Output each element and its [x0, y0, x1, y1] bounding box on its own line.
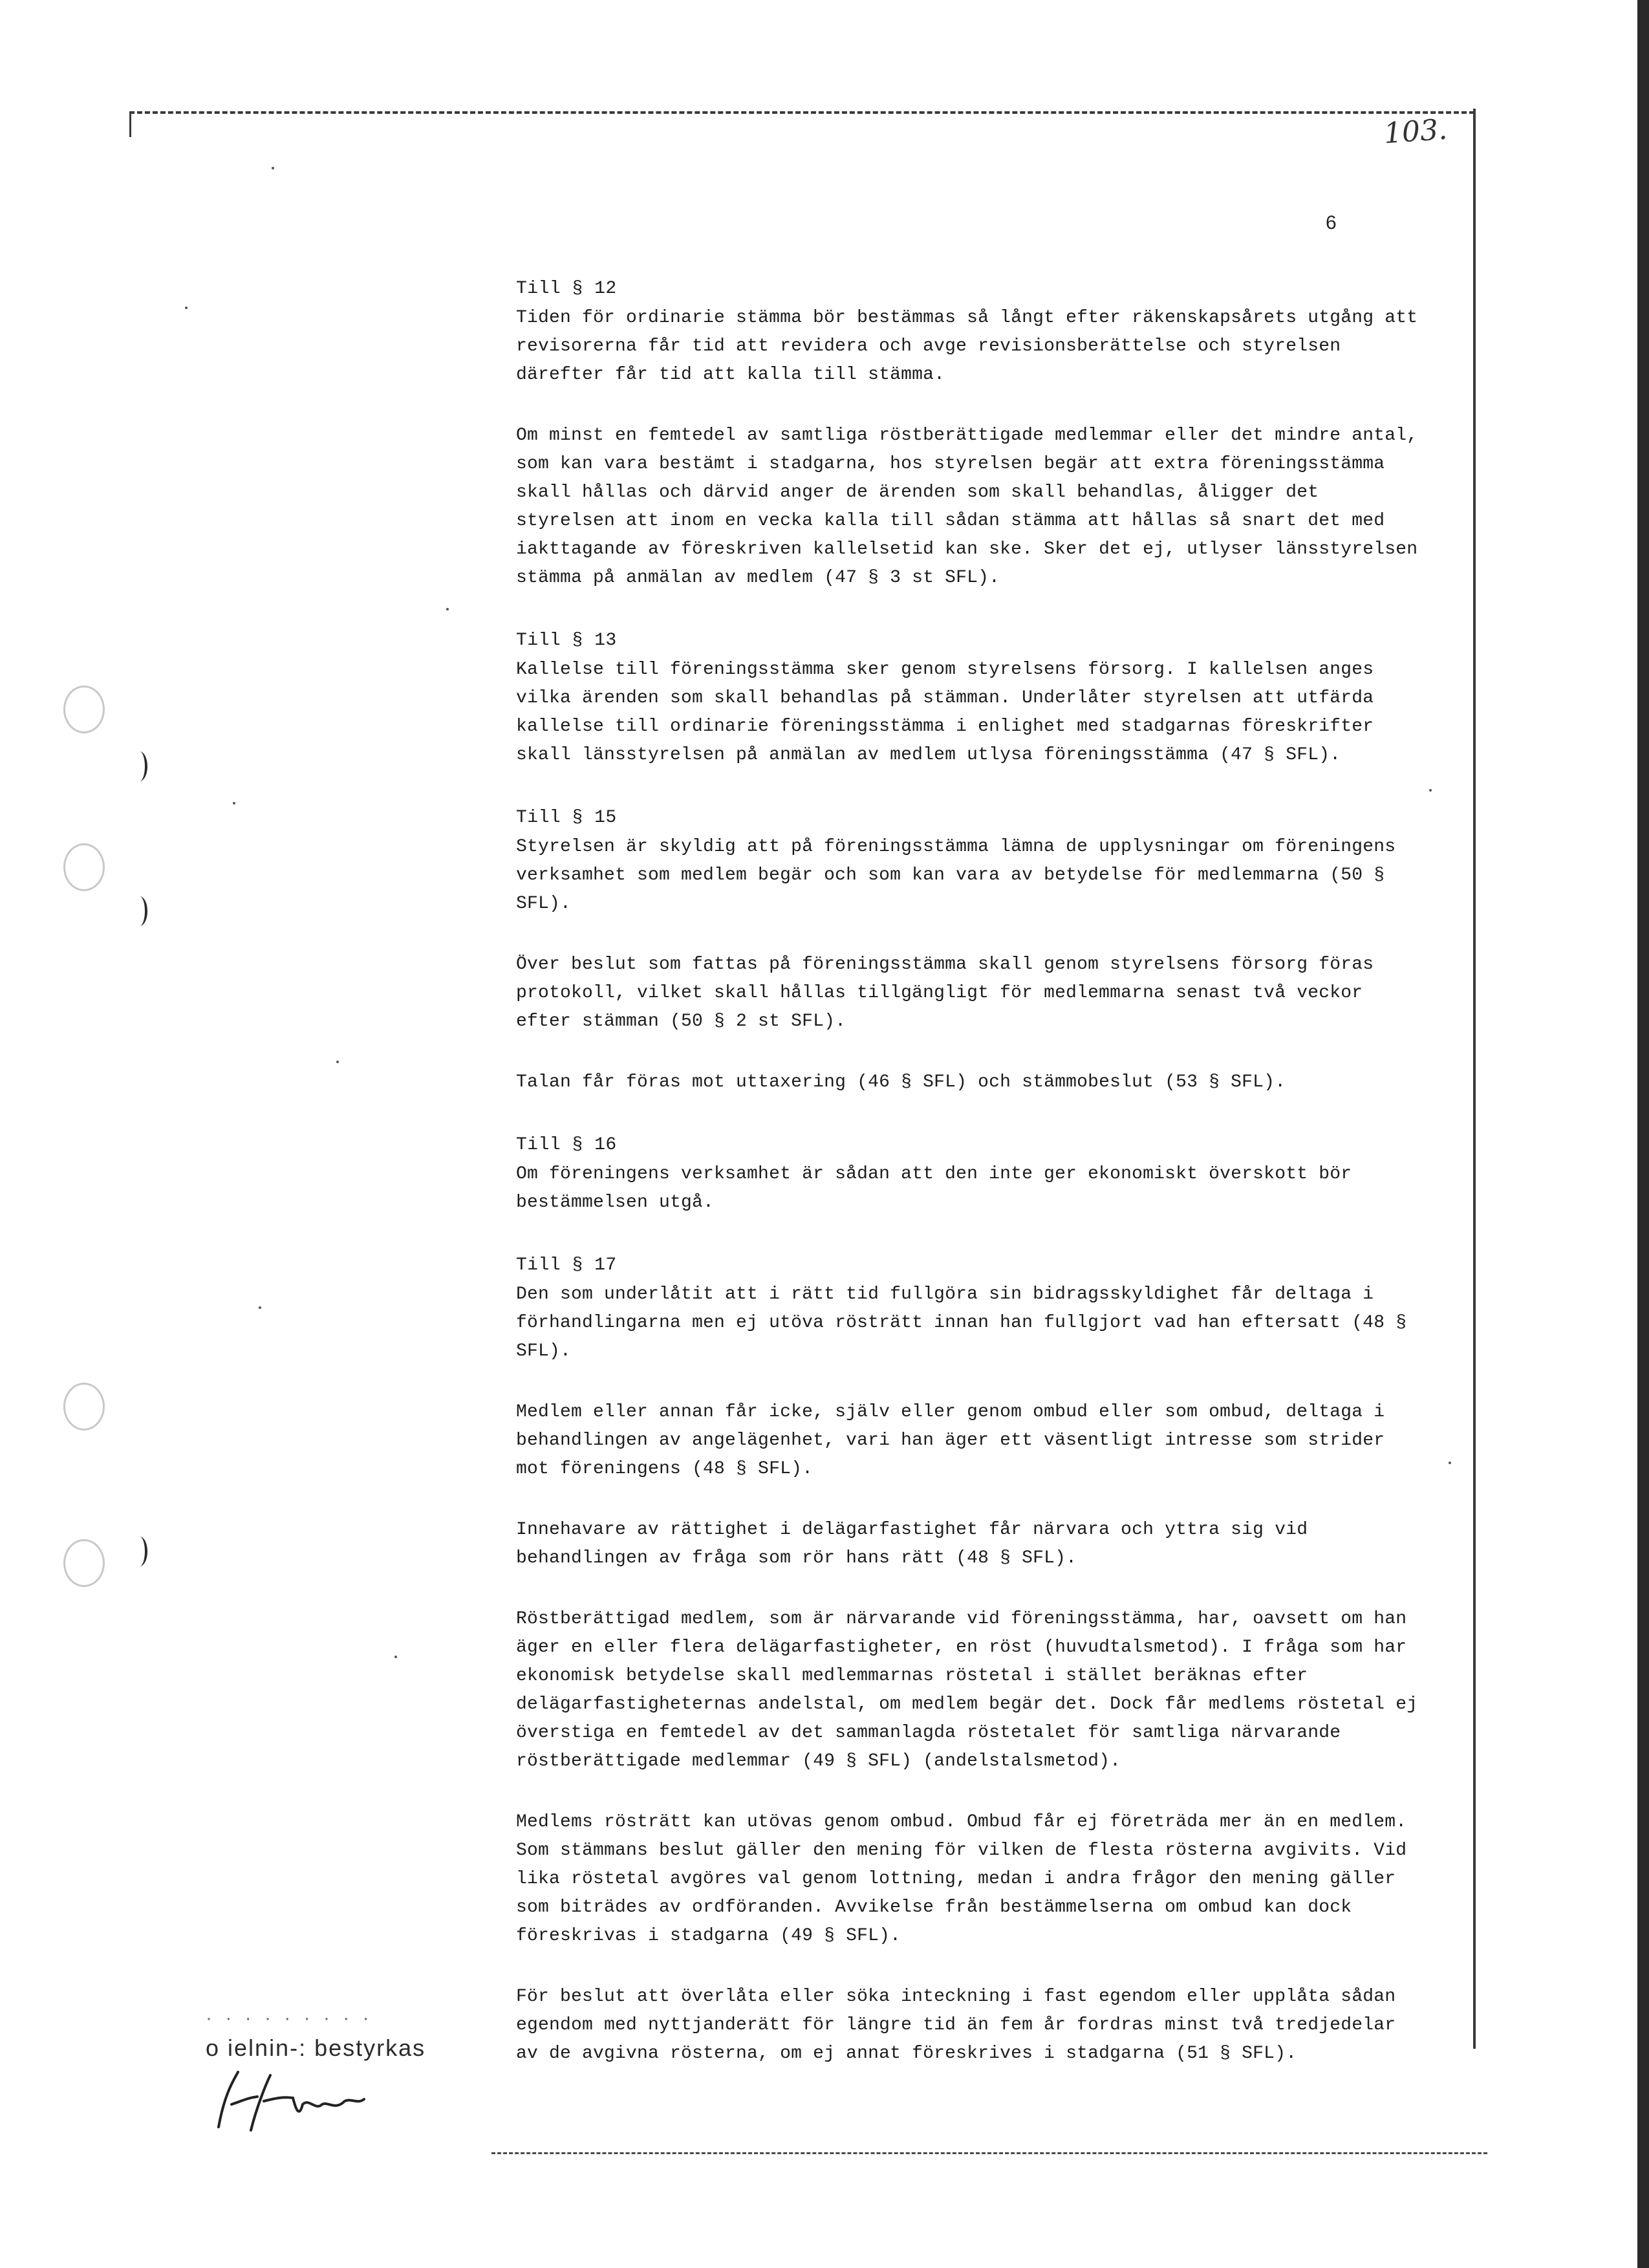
scan-speck	[336, 1061, 339, 1063]
scan-speck	[233, 802, 235, 805]
section-till-16	[516, 1130, 1421, 1217]
paragraph: För beslut att överlåta eller söka inteckning i fast egendom eller upplåta sådan egendom med nyttjanderätt för längre tid än fem år fordras minst två tredjedelar av de avgivna rösterna, om ej annat föreskrives i stadgarna (51 § SFL).	[516, 1987, 1396, 2064]
paragraph: Talan får föras mot uttaxering (46 § SFL) och stämmobeslut (53 § SFL).	[516, 1072, 1286, 1092]
binder-mark	[132, 896, 147, 926]
handwritten-signature	[206, 2066, 374, 2137]
paragraph: Den som underlåtit att i rätt tid fullgöra sin bidragsskyldighet får deltaga i förhandlingarna men ej utöva rösträtt innan han fullgjort vad han eftersatt (48 § SFL).	[516, 1284, 1407, 1361]
punch-hole	[63, 1383, 105, 1431]
section-till-13	[516, 626, 1421, 770]
certification-stamp	[206, 2007, 490, 2140]
scan-speck	[1449, 1462, 1451, 1464]
paragraph: Innehavare av rättighet i delägarfastighet får närvara och yttra sig vid behandlingen av fråga som rör hans rätt (48 § SFL).	[516, 1520, 1308, 1568]
page-frame-right-line	[1473, 109, 1476, 2049]
page-frame-corner	[129, 111, 131, 137]
stamp-text: o ielnin-: bestyrkas	[206, 2035, 426, 2061]
page-frame-bottom-line	[491, 2152, 1487, 2154]
handwritten-page-number: 103.	[1383, 113, 1449, 151]
section-till-12	[516, 274, 1421, 592]
section-heading: Till § 13	[516, 631, 617, 651]
section-heading: Till § 12	[516, 279, 617, 299]
paragraph: Om minst en femtedel av samtliga röstberättigade medlemmar eller det mindre antal, som kan vara bestämt i stadgarna, hos styrelsen begär att extra föreningsstämma skall hållas och därvid anger de ärenden som skall behandlas, åligger det styrelsen att inom en vecka kalla till sådan stämma att hållas så snart det med iakttagande av föreskriven kallelsetid kan ske. Sker det ej, utlyser länsstyrelsen stämma på anmälan av medlem (47 § 3 st SFL).	[516, 426, 1418, 588]
section-till-15	[516, 803, 1421, 1097]
punch-hole	[63, 843, 105, 891]
paragraph: Kallelse till föreningsstämma sker genom styrelsens försorg. I kallelsen anges vilka ärenden som skall behandlas på stämman. Underlåter styrelsen att utfärda kallelse till ordinarie föreningsstämma i enlighet med stadgarnas föreskrifter skall länsstyrelsen på anmälan av medlem utlysa föreningsstämma (47 § SFL).	[516, 660, 1374, 765]
punch-hole	[63, 686, 105, 733]
scan-speck	[1429, 789, 1432, 792]
binder-mark	[132, 751, 147, 781]
section-heading: Till § 17	[516, 1255, 617, 1275]
document-body	[516, 274, 1421, 2102]
scan-speck	[272, 167, 274, 169]
scan-speck	[394, 1656, 397, 1658]
scan-speck	[185, 307, 188, 309]
scan-speck	[446, 608, 449, 610]
paragraph: Röstberättigad medlem, som är närvarande vid föreningsstämma, har, oavsett om han äger en eller flera delägarfastigheter, en röst (huvudtalsmetod). I fråga som har ekonomisk betydelse skall medlemmarnas röstetal i stället beräknas efter delägarfastigheternas andelstal, om medlem begär det. Dock får medlems röstetal ej överstiga en femtedel av det sammanlagda röstetalet för samtliga närvarande röstberättigade medlemmar (49 § SFL) (andelstalsmetod).	[516, 1609, 1418, 1771]
paragraph: Tiden för ordinarie stämma bör bestämmas så långt efter räkenskapsårets utgång att revisorerna får tid att revidera och avge revisionsberättelse och styrelsen därefter får tid att kalla till stämma.	[516, 308, 1418, 385]
paragraph: Över beslut som fattas på föreningsstämma skall genom styrelsens försorg föras protokoll, vilket skall hållas tillgängligt för medlemmarna senast två veckor efter stämman (50 § 2 st SFL).	[516, 955, 1374, 1031]
punch-hole	[63, 1539, 105, 1587]
paragraph: Medlem eller annan får icke, själv eller genom ombud eller som ombud, deltaga i behandlingen av angelägenhet, vari han äger ett väsentligt intresse som strider mot föreningens (48 § SFL).	[516, 1402, 1385, 1479]
section-heading: Till § 15	[516, 808, 617, 828]
binder-mark	[132, 1537, 147, 1566]
page-number: 6	[1326, 212, 1337, 233]
page-frame-top-line	[129, 111, 1474, 114]
stamp-text-faded: · · · · · · · · ·	[206, 2007, 373, 2029]
section-heading: Till § 16	[516, 1135, 617, 1155]
paragraph: Medlems rösträtt kan utövas genom ombud. Ombud får ej företräda mer än en medlem. Som stämmans beslut gäller den mening för vilken de flesta rösterna avgivits. Vid lika röstetal avgöres val genom lottning, medan i andra frågor den mening gäller som biträdes av ordföranden. Avvikelse från bestämmelserna om ombud kan dock föreskrivas i stadgarna (49 § SFL).	[516, 1812, 1407, 1946]
section-till-17	[516, 1251, 1421, 2068]
paragraph: Styrelsen är skyldig att på föreningsstämma lämna de upplysningar om föreningens verksamhet som medlem begär och som kan vara av betydelse för medlemmarna (50 § SFL).	[516, 837, 1396, 914]
paragraph: Om föreningens verksamhet är sådan att den inte ger ekonomiskt överskott bör bestämmelsen utgå.	[516, 1164, 1352, 1213]
scan-speck	[259, 1306, 261, 1309]
scan-edge	[1637, 0, 1649, 2268]
